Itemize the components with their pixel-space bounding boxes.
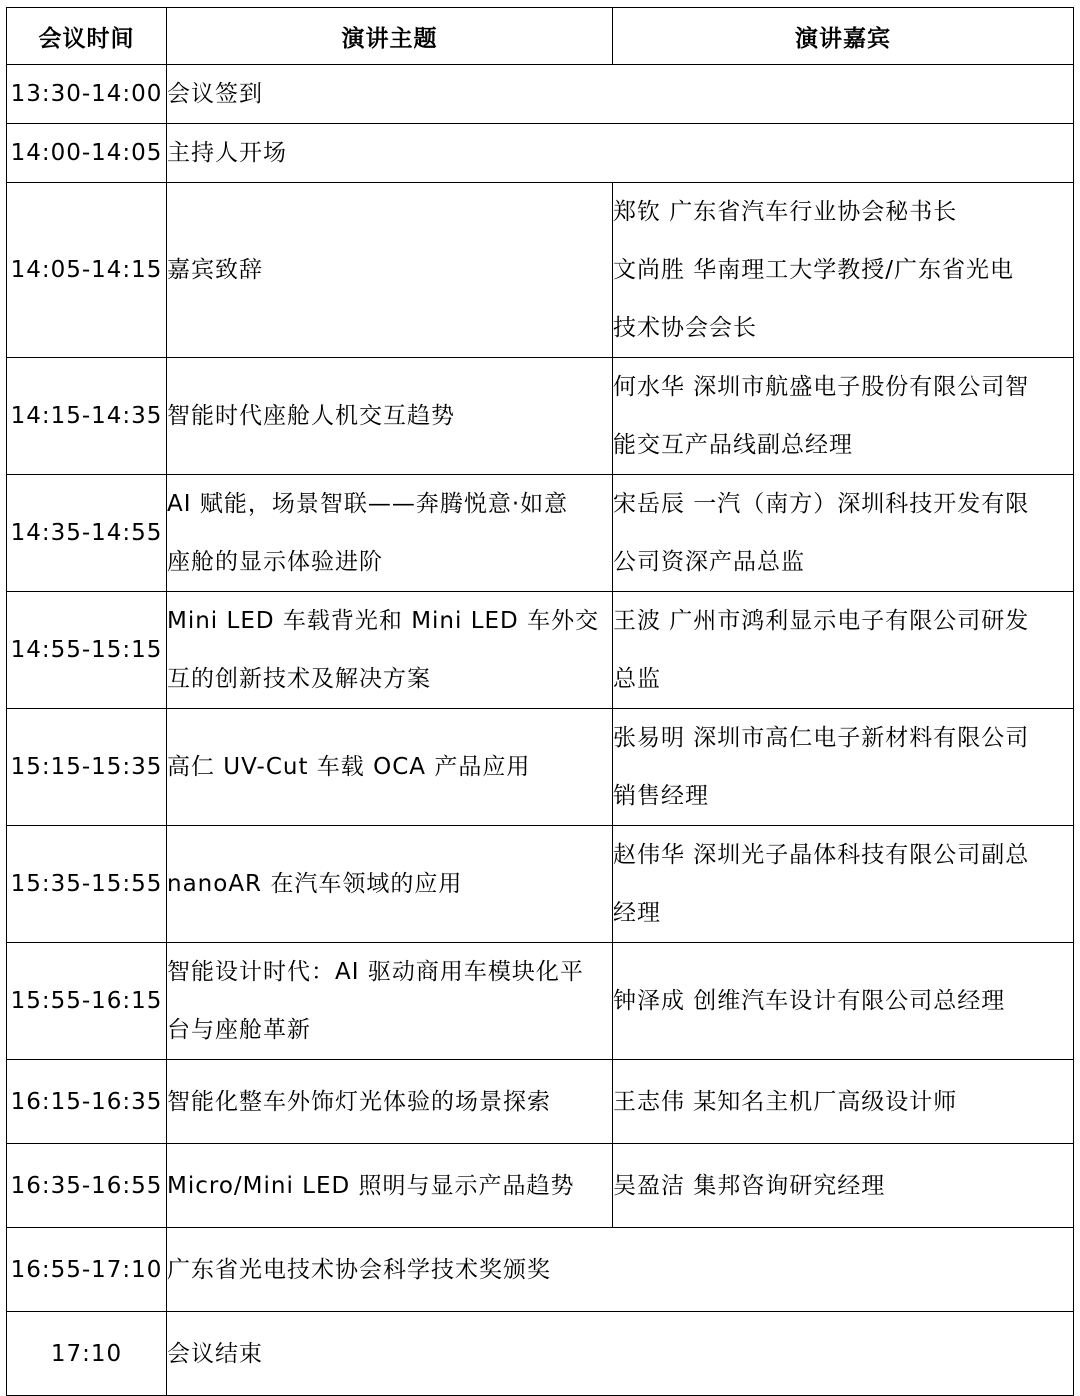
speaker-line: 销售经理 (613, 783, 709, 809)
session-topic (167, 1144, 613, 1228)
session-speaker (613, 475, 1074, 592)
speaker-line: 经理 (613, 900, 661, 926)
session-topic (167, 592, 613, 709)
session-time: 13:30-14:00 (7, 65, 167, 124)
session-time: 14:00-14:05 (7, 124, 167, 183)
table-row (7, 124, 1074, 183)
speaker-line: 技术协会会长 (613, 315, 757, 341)
session-speaker (613, 1060, 1074, 1144)
header-row (7, 8, 1074, 65)
table-row (7, 358, 1074, 475)
topic-line: 嘉宾致辞 (167, 257, 263, 283)
topic-line: 智能设计时代：AI 驱动商用车模块化平 (167, 959, 584, 985)
session-time: 14:35-14:55 (7, 475, 167, 592)
topic-line: 会议签到 (167, 81, 263, 107)
topic-line: 主持人开场 (167, 140, 287, 166)
session-time: 15:35-15:55 (7, 826, 167, 943)
session-time: 15:15-15:35 (7, 709, 167, 826)
session-time: 16:55-17:10 (7, 1228, 167, 1312)
session-topic (167, 475, 613, 592)
topic-line: 座舱的显示体验进阶 (167, 549, 383, 575)
speaker-line: 总监 (613, 666, 661, 692)
session-speaker (613, 183, 1074, 358)
session-topic (167, 124, 1074, 183)
table-row (7, 1144, 1074, 1228)
speaker-line: 吴盈洁 集邦咨询研究经理 (613, 1172, 886, 1199)
topic-line: AI 赋能，场景智联——奔腾悦意·如意 (167, 491, 569, 517)
speaker-line: 郑钦 广东省汽车行业协会秘书长 (613, 199, 958, 225)
speaker-line: 公司资深产品总监 (613, 549, 805, 575)
session-topic (167, 1312, 1074, 1396)
topic-line: Micro/Mini LED 照明与显示产品趋势 (167, 1172, 575, 1199)
table-row (7, 475, 1074, 592)
session-speaker (613, 358, 1074, 475)
table-row (7, 709, 1074, 826)
session-topic (167, 1228, 1074, 1312)
session-topic (167, 358, 613, 475)
speaker-line: 王波 广州市鸿利显示电子有限公司研发 (613, 608, 1030, 634)
table-row (7, 65, 1074, 124)
speaker-line: 王志伟 某知名主机厂高级设计师 (613, 1088, 958, 1115)
session-topic (167, 709, 613, 826)
topic-line: 互的创新技术及解决方案 (167, 666, 431, 692)
table-row (7, 1228, 1074, 1312)
session-speaker (613, 592, 1074, 709)
table-row (7, 1312, 1074, 1396)
session-time: 14:15-14:35 (7, 358, 167, 475)
session-time: 17:10 (7, 1312, 167, 1396)
speaker-line: 赵伟华 深圳光子晶体科技有限公司副总 (613, 842, 1030, 868)
session-topic (167, 826, 613, 943)
session-time: 14:55-15:15 (7, 592, 167, 709)
topic-line: 高仁 UV-Cut 车载 OCA 产品应用 (167, 754, 531, 780)
agenda-table (6, 7, 1074, 1396)
speaker-line: 文尚胜 华南理工大学教授/广东省光电 (613, 257, 1015, 283)
topic-line: 智能时代座舱人机交互趋势 (167, 403, 455, 429)
topic-line: nanoAR 在汽车领域的应用 (167, 871, 463, 897)
header-speaker: 演讲嘉宾 (613, 8, 1074, 65)
session-topic (167, 65, 1074, 124)
session-topic (167, 1060, 613, 1144)
speaker-line: 钟泽成 创维汽车设计有限公司总经理 (613, 988, 1006, 1014)
session-speaker (613, 943, 1074, 1060)
session-speaker (613, 709, 1074, 826)
session-time: 16:35-16:55 (7, 1144, 167, 1228)
session-time: 14:05-14:15 (7, 183, 167, 358)
table-row (7, 592, 1074, 709)
topic-line: 台与座舱革新 (167, 1017, 311, 1043)
speaker-line: 张易明 深圳市高仁电子新材料有限公司 (613, 725, 1030, 751)
agenda-body (7, 65, 1074, 1396)
table-row (7, 183, 1074, 358)
speaker-line: 宋岳辰 一汽（南方）深圳科技开发有限 (613, 491, 1030, 517)
session-speaker (613, 826, 1074, 943)
speaker-line: 能交互产品线副总经理 (613, 432, 853, 458)
header-time: 会议时间 (7, 8, 167, 65)
session-time: 15:55-16:15 (7, 943, 167, 1060)
table-row (7, 943, 1074, 1060)
session-topic (167, 943, 613, 1060)
table-row (7, 1060, 1074, 1144)
session-time: 16:15-16:35 (7, 1060, 167, 1144)
table-row (7, 826, 1074, 943)
speaker-line: 何水华 深圳市航盛电子股份有限公司智 (613, 374, 1030, 400)
session-speaker (613, 1144, 1074, 1228)
topic-line: Mini LED 车载背光和 Mini LED 车外交 (167, 608, 600, 634)
topic-line: 智能化整车外饰灯光体验的场景探索 (167, 1088, 551, 1115)
header-topic: 演讲主题 (167, 8, 613, 65)
session-topic (167, 183, 613, 358)
topic-line: 广东省光电技术协会科学技术奖颁奖 (167, 1256, 551, 1283)
topic-line: 会议结束 (167, 1340, 263, 1367)
